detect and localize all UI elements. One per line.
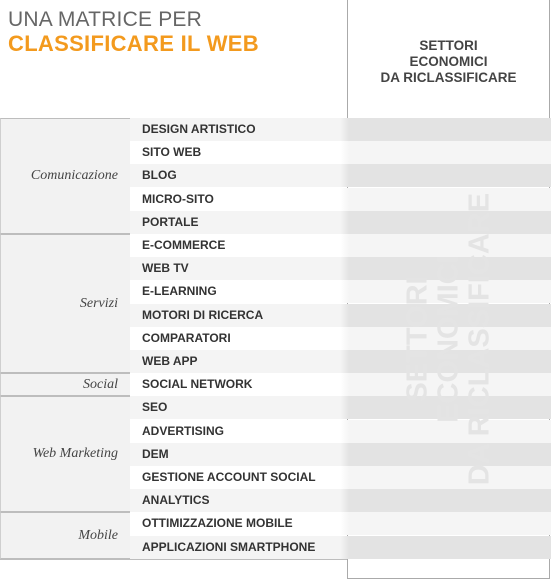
sectors-header-line: DA RICLASSIFICARE (380, 70, 517, 85)
matrix-row (130, 141, 551, 164)
row-label: SITO WEB (142, 145, 202, 160)
row-label: DEM (142, 446, 169, 461)
group-label: Servizi (79, 295, 118, 311)
sectors-header (347, 38, 550, 86)
title-line-1: UNA MATRICE PER (8, 8, 202, 31)
row-label: WEB APP (142, 354, 198, 368)
title-line-2: CLASSIFICARE IL WEB (8, 31, 259, 56)
sector-cell (348, 536, 549, 559)
matrix-row (130, 536, 551, 559)
matrix-row (130, 118, 551, 141)
row-label: COMPARATORI (142, 330, 231, 345)
group-0 (0, 118, 130, 234)
watermark-line: ECONOMICI (432, 255, 465, 423)
row-label: GESTIONE ACCOUNT SOCIAL (142, 470, 316, 484)
watermark-line: DA RICLASSIFICARE (463, 192, 496, 486)
matrix-row (130, 512, 551, 535)
sectors-header-line: SETTORI (419, 38, 478, 53)
row-label: DESIGN ARTISTICO (142, 122, 256, 136)
row-label: SEO (142, 400, 168, 415)
row-label: ANALYTICS (142, 493, 210, 508)
group-separator (0, 559, 347, 560)
group-label: Social (83, 376, 118, 392)
sector-cell (348, 512, 549, 535)
group-label: Mobile (78, 527, 118, 543)
row-label: E-LEARNING (142, 284, 217, 299)
group-2 (0, 373, 130, 396)
group-label: Comunicazione (30, 168, 118, 183)
row-label: OTTIMIZZAZIONE MOBILE (142, 516, 293, 531)
row-label: E-COMMERCE (142, 238, 226, 252)
row-label: WEB TV (142, 261, 189, 276)
sectors-watermark (403, 169, 496, 509)
row-label: BLOG (142, 168, 177, 183)
row-label: ADVERTISING (142, 423, 225, 438)
sector-cell (348, 118, 549, 141)
watermark-line: SETTORI (401, 276, 434, 402)
group-4 (0, 512, 130, 558)
row-label: PORTALE (142, 214, 199, 229)
row-label: APPLICAZIONI SMARTPHONE (142, 539, 316, 554)
row-label: MOTORI DI RICERCA (142, 307, 264, 322)
sector-cell (348, 141, 549, 164)
group-1 (0, 234, 130, 373)
row-label: MICRO-SITO (142, 191, 214, 206)
row-label: SOCIAL NETWORK (142, 377, 253, 392)
sectors-header-line: ECONOMICI (409, 54, 488, 69)
group-label: Web Marketing (32, 446, 118, 462)
group-3 (0, 396, 130, 512)
